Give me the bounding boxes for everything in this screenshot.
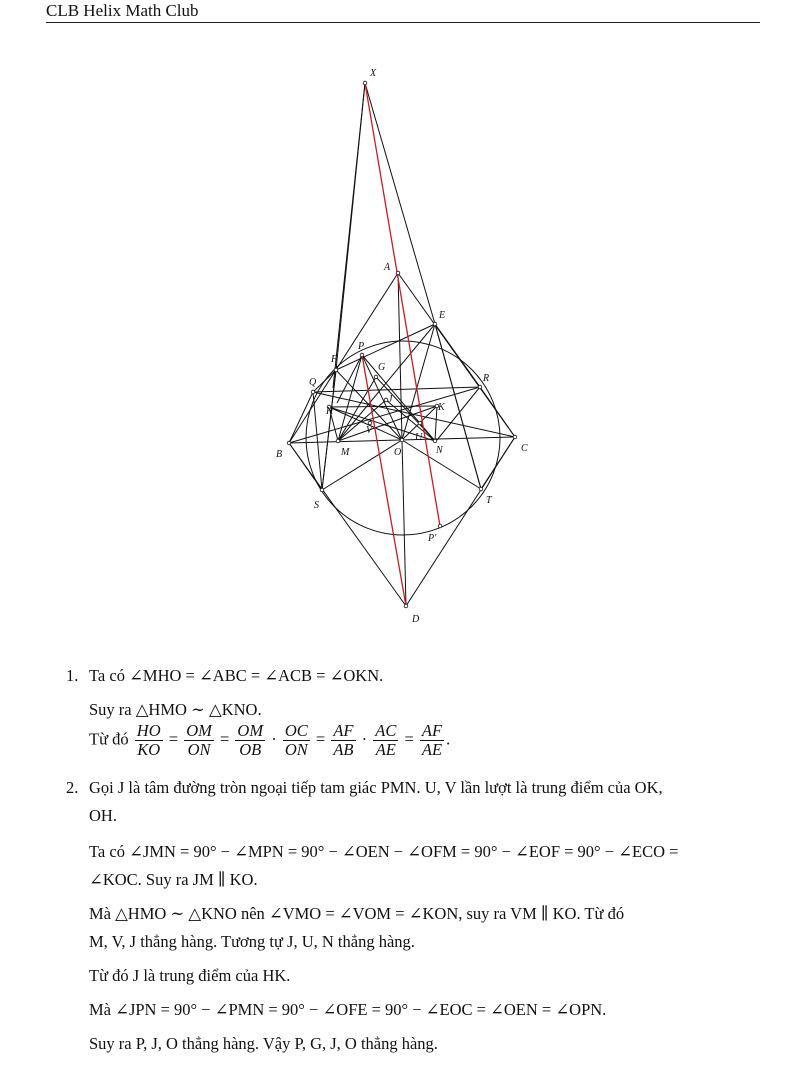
equals-sign: = — [315, 729, 326, 749]
item-line: Ta có ∠MHO = ∠ABC = ∠ACB = ∠OKN. — [89, 666, 384, 685]
item-line: Từ đó J là trung điểm của HK. — [89, 966, 291, 985]
label-p: P — [358, 341, 365, 352]
item-line: M, V, J thẳng hàng. Tương tự J, U, N thẳng hàng. — [89, 932, 415, 951]
fraction-line — [89, 722, 760, 759]
label-t: T — [486, 495, 492, 506]
item-line: ∠KOC. Suy ra JM ∥ KO. — [89, 870, 258, 889]
item-line: Mà △HMO ∼ △KNO nên ∠VMO = ∠VOM = ∠KON, suy ra VM ∥ KO. Từ đó — [89, 904, 625, 923]
fraction: $\frac{HO}{KO}$ — [136, 721, 161, 759]
equals-sign: = — [404, 729, 414, 749]
list-item-2 — [66, 772, 760, 1062]
list-item-1 — [66, 660, 760, 770]
label-a: A — [384, 262, 391, 273]
label-f: F — [331, 354, 338, 365]
item-line: OH. — [89, 806, 117, 825]
label-p-prime: P′ — [428, 533, 437, 544]
dot-sign: · — [271, 729, 277, 749]
fraction: $\frac{AF}{AE}$ — [421, 721, 443, 759]
label-e: E — [439, 310, 446, 321]
label-v: V — [366, 425, 373, 436]
red-line-p-d — [362, 355, 406, 606]
label-s: S — [314, 500, 319, 511]
item-line: Gọi J là tâm đường tròn ngoại tiếp tam giác PMN. U, V lần lượt là trung điểm của OK, — [89, 778, 663, 797]
item-number: 1. — [66, 666, 79, 685]
equals-sign: = — [168, 729, 179, 749]
equals-sign: = — [219, 729, 230, 749]
label-c: C — [521, 443, 528, 454]
period: . — [446, 729, 451, 749]
dot-sign: · — [361, 729, 368, 749]
label-b: B — [276, 449, 283, 460]
label-h: H — [326, 406, 334, 417]
fraction: $\frac{OC}{ON}$ — [284, 721, 308, 759]
label-q: Q — [309, 377, 317, 388]
fraction: $\frac{AF}{AB}$ — [333, 721, 354, 759]
fraction: $\frac{OM}{ON}$ — [186, 721, 212, 759]
label-x: X — [370, 68, 377, 79]
label-n: N — [436, 445, 443, 456]
item-number: 2. — [66, 778, 79, 797]
label-g: G — [378, 362, 386, 373]
item-line: Suy ra P, J, O thẳng hàng. Vậy P, G, J, O thẳng hàng. — [89, 1034, 438, 1053]
label-o: O — [394, 447, 402, 458]
label-u: U — [415, 432, 423, 443]
fraction: $\frac{OM}{OB}$ — [237, 721, 264, 759]
label-k: K — [438, 402, 445, 413]
label-j: J — [388, 394, 393, 405]
label-d: D — [412, 614, 420, 625]
item-line: Mà ∠JPN = 90° − ∠PMN = 90° − ∠OFE = 90° − ∠EOC = ∠OEN = ∠OPN. — [89, 1000, 607, 1019]
label-r: R — [483, 373, 490, 384]
fraction: $\frac{AC}{AE}$ — [375, 721, 397, 759]
label-m: M — [341, 447, 350, 458]
header-title: CLB Helix Math Club — [46, 1, 199, 20]
fraction-lead: Từ đó — [89, 729, 129, 749]
item-line: Ta có ∠JMN = 90° − ∠MPN = 90° − ∠OEN − ∠OFM = 90° − ∠EOF = 90° − ∠ECO = — [89, 842, 679, 861]
item-line: Suy ra △HMO ∼ △KNO. — [89, 700, 262, 719]
